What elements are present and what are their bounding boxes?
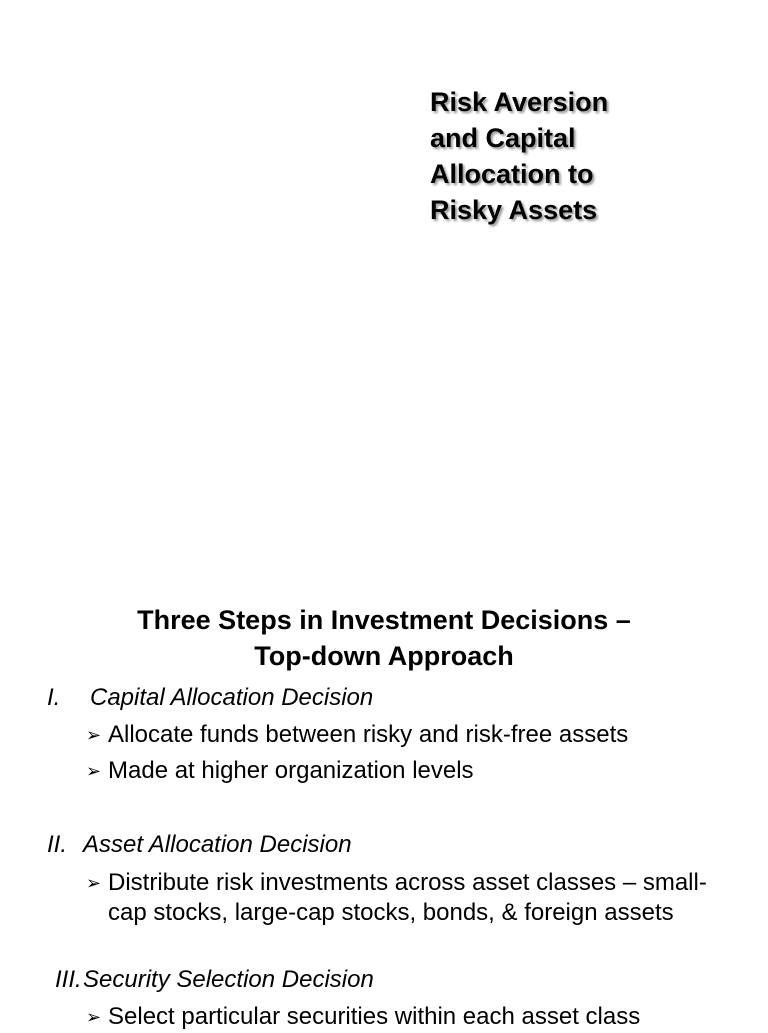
arrowhead-bullet-icon: ➢ bbox=[86, 761, 102, 782]
step-asset-allocation bbox=[47, 830, 352, 860]
step-numeral: III. bbox=[55, 966, 82, 993]
arrowhead-bullet-icon: ➢ bbox=[86, 1007, 102, 1028]
slide-title bbox=[430, 84, 750, 228]
bullet-text: Select particular securities within each asset class bbox=[108, 1003, 641, 1030]
bullet-item bbox=[86, 868, 707, 928]
bullet-text: cap stocks, large-cap stocks, bonds, & foreign assets bbox=[108, 899, 674, 926]
bullet-item bbox=[86, 720, 628, 751]
step-capital-allocation bbox=[47, 683, 373, 713]
heading-line: Three Steps in Investment Decisions – bbox=[137, 605, 631, 635]
bullet-text-block bbox=[108, 868, 707, 928]
step-label: Security Selection Decision bbox=[83, 966, 374, 993]
bullet-text: Distribute risk investments across asset classes – small- bbox=[108, 869, 707, 896]
bullet-item bbox=[86, 756, 474, 787]
title-line: Allocation to bbox=[430, 159, 594, 189]
bullet-text: Made at higher organization levels bbox=[108, 757, 474, 784]
step-numeral: II. bbox=[47, 831, 68, 858]
step-label: Asset Allocation Decision bbox=[83, 831, 352, 858]
section-heading bbox=[0, 602, 768, 674]
title-line: Risk Aversion bbox=[430, 87, 609, 117]
bullet-text: Allocate funds between risky and risk-free assets bbox=[108, 721, 629, 748]
title-line: Risky Assets bbox=[430, 195, 598, 225]
title-line: and Capital bbox=[430, 123, 576, 153]
arrowhead-bullet-icon: ➢ bbox=[86, 873, 102, 894]
heading-line: Top-down Approach bbox=[254, 641, 514, 671]
step-label: Capital Allocation Decision bbox=[90, 684, 374, 711]
arrowhead-bullet-icon: ➢ bbox=[86, 725, 102, 746]
bullet-item bbox=[86, 1002, 640, 1033]
step-numeral: I. bbox=[47, 684, 61, 711]
step-security-selection bbox=[55, 965, 374, 995]
